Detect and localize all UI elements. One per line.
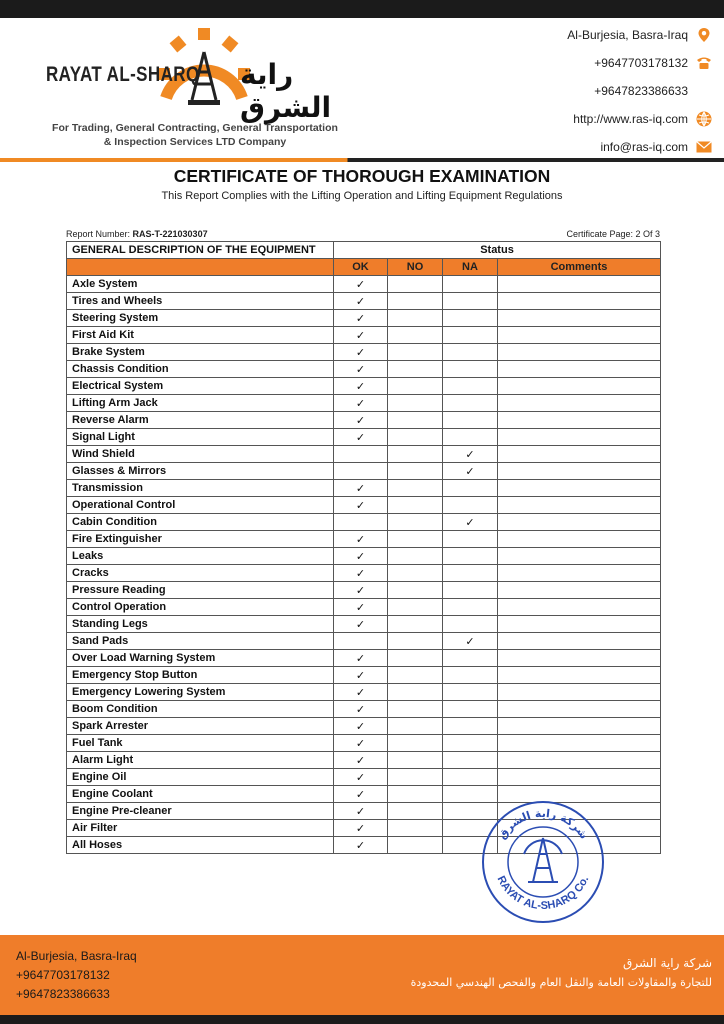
table-row: [67, 293, 661, 310]
status-header: Status: [334, 242, 661, 259]
footer-phone-2: +9647823386633: [16, 987, 110, 1001]
comments-cell: [498, 497, 661, 514]
equipment-item: Wind Shield: [67, 446, 334, 463]
comments-cell: [498, 395, 661, 412]
comments-cell: [498, 667, 661, 684]
equipment-item: Signal Light: [67, 429, 334, 446]
status-cell-ok: [334, 599, 388, 616]
status-cell-ok: [334, 361, 388, 378]
equipment-item: Over Load Warning System: [67, 650, 334, 667]
equipment-item: Brake System: [67, 344, 334, 361]
equipment-item: Reverse Alarm: [67, 412, 334, 429]
status-cell-no: [388, 633, 443, 650]
checkmark-icon: ✓: [355, 550, 366, 563]
status-cell-no: [388, 293, 443, 310]
status-cell-no: [388, 650, 443, 667]
status-cell-no: [388, 514, 443, 531]
status-cell-no: [388, 769, 443, 786]
company-logo: [40, 24, 350, 146]
status-cell-no: [388, 276, 443, 293]
examination-table: [66, 241, 661, 854]
status-cell-ok: [334, 582, 388, 599]
equipment-item: Engine Coolant: [67, 786, 334, 803]
status-cell-ok: [334, 565, 388, 582]
status-cell-ok: [334, 446, 388, 463]
top-bar: [0, 0, 724, 18]
comments-cell: [498, 276, 661, 293]
table-row: [67, 361, 661, 378]
phone-icon: [696, 55, 712, 71]
status-cell-na: [443, 463, 498, 480]
status-cell-ok: [334, 480, 388, 497]
comments-cell: [498, 480, 661, 497]
logo-tagline-line-1: For Trading, General Contracting, General Transportation: [52, 122, 338, 134]
certificate-title: CERTIFICATE OF THOROUGH EXAMINATION: [173, 166, 551, 186]
equipment-item: Cabin Condition: [67, 514, 334, 531]
equipment-item: Lifting Arm Jack: [67, 395, 334, 412]
contact-address: [452, 21, 712, 49]
checkmark-icon: ✓: [355, 431, 366, 444]
table-row: [67, 599, 661, 616]
equipment-item: Chassis Condition: [67, 361, 334, 378]
status-cell-ok: [334, 497, 388, 514]
certificate-subtitle: This Report Complies with the Lifting Operation and Lifting Equipment Regulations: [161, 190, 563, 202]
status-cell-no: [388, 786, 443, 803]
table-row: [67, 310, 661, 327]
status-cell-na: [443, 446, 498, 463]
comments-cell: [498, 633, 661, 650]
checkmark-icon: ✓: [355, 533, 366, 546]
table-row: [67, 412, 661, 429]
contact-phone-1-text: +9647703178132: [594, 56, 688, 70]
status-cell-ok: [334, 463, 388, 480]
table-row: [67, 565, 661, 582]
equipment-item: Glasses & Mirrors: [67, 463, 334, 480]
table-row: [67, 429, 661, 446]
status-cell-ok: [334, 803, 388, 820]
status-cell-na: [443, 327, 498, 344]
stamp-derrick-icon: [524, 838, 562, 882]
status-cell-na: [443, 344, 498, 361]
status-cell-no: [388, 701, 443, 718]
status-cell-no: [388, 684, 443, 701]
comments-cell: [498, 718, 661, 735]
status-cell-ok: [334, 531, 388, 548]
comments-cell: [498, 752, 661, 769]
equipment-item: Fuel Tank: [67, 735, 334, 752]
checkmark-icon: ✓: [355, 822, 366, 835]
status-cell-ok: [334, 837, 388, 854]
status-cell-ok: [334, 684, 388, 701]
contact-phone-2: [452, 77, 712, 105]
equipment-item: All Hoses: [67, 837, 334, 854]
equipment-item: First Aid Kit: [67, 327, 334, 344]
comments-cell: [498, 735, 661, 752]
status-cell-na: [443, 310, 498, 327]
status-cell-na: [443, 497, 498, 514]
table-row: [67, 514, 661, 531]
checkmark-icon: ✓: [355, 329, 366, 342]
equipment-item: Pressure Reading: [67, 582, 334, 599]
status-cell-no: [388, 735, 443, 752]
contact-list: [452, 21, 712, 161]
status-cell-na: [443, 599, 498, 616]
report-number: RAS-T-221030307: [132, 229, 208, 239]
checkmark-icon: ✓: [355, 686, 366, 699]
status-cell-no: [388, 667, 443, 684]
status-cell-no: [388, 548, 443, 565]
footer-arabic-company: [411, 953, 712, 993]
contact-phone-2-text: +9647823386633: [594, 84, 688, 98]
checkmark-icon: ✓: [355, 703, 366, 716]
comments-cell: [498, 650, 661, 667]
status-cell-no: [388, 837, 443, 854]
comments-cell: [498, 684, 661, 701]
status-cell-no: [388, 446, 443, 463]
equipment-item: Spark Arrester: [67, 718, 334, 735]
table-row: [67, 718, 661, 735]
table-row: [67, 531, 661, 548]
status-cell-na: [443, 582, 498, 599]
equipment-item: Control Operation: [67, 599, 334, 616]
table-row: [67, 667, 661, 684]
comments-cell: [498, 429, 661, 446]
table-row: [67, 463, 661, 480]
checkmark-icon: ✓: [355, 652, 366, 665]
equipment-item: Emergency Stop Button: [67, 667, 334, 684]
table-row: [67, 446, 661, 463]
equipment-item: Fire Extinguisher: [67, 531, 334, 548]
status-cell-na: [443, 701, 498, 718]
status-cell-na: [443, 480, 498, 497]
header-divider: [0, 158, 724, 162]
footer-arabic-line-2: للتجارة والمقاولات العامة والنقل العام والفحص الهندسي المحدودة: [410, 976, 712, 989]
status-cell-na: [443, 531, 498, 548]
equipment-item: Alarm Light: [67, 752, 334, 769]
column-header-no: NO: [388, 259, 443, 276]
status-cell-ok: [334, 769, 388, 786]
location-pin-icon: [696, 27, 712, 43]
report-meta: [66, 229, 660, 239]
comments-cell: [498, 769, 661, 786]
equipment-item: Sand Pads: [67, 633, 334, 650]
status-cell-ok: [334, 276, 388, 293]
comments-cell: [498, 616, 661, 633]
table-row: [67, 378, 661, 395]
checkmark-icon: ✓: [465, 516, 475, 529]
equipment-item: Cracks: [67, 565, 334, 582]
footer-phone-1: +9647703178132: [16, 968, 110, 982]
status-cell-no: [388, 565, 443, 582]
comments-cell: [498, 310, 661, 327]
status-cell-na: [443, 514, 498, 531]
checkmark-icon: ✓: [355, 669, 366, 682]
svg-text:RAYAT AL-SHARQ Co.: [495, 874, 592, 912]
status-cell-no: [388, 497, 443, 514]
bottom-bar: [0, 1015, 724, 1024]
status-cell-no: [388, 361, 443, 378]
status-cell-na: [443, 769, 498, 786]
checkmark-icon: ✓: [355, 499, 366, 512]
checkmark-icon: ✓: [355, 618, 366, 631]
checkmark-icon: ✓: [355, 278, 366, 291]
status-cell-no: [388, 820, 443, 837]
contact-website-text[interactable]: http://www.ras-iq.com: [573, 112, 688, 126]
status-cell-no: [388, 531, 443, 548]
table-row: [67, 548, 661, 565]
status-cell-na: [443, 429, 498, 446]
checkmark-icon: ✓: [355, 601, 366, 614]
equipment-item: Air Filter: [67, 820, 334, 837]
status-cell-no: [388, 310, 443, 327]
table-row: [67, 633, 661, 650]
table-row: [67, 497, 661, 514]
comments-cell: [498, 378, 661, 395]
status-cell-ok: [334, 820, 388, 837]
checkmark-icon: ✓: [355, 312, 366, 325]
status-cell-no: [388, 395, 443, 412]
report-number-label: Report Number:: [66, 229, 133, 239]
checkmark-icon: ✓: [355, 380, 366, 393]
status-cell-ok: [334, 293, 388, 310]
equipment-item: Tires and Wheels: [67, 293, 334, 310]
certificate-page-number: Certificate Page: 2 Of 3: [566, 229, 660, 239]
status-cell-na: [443, 565, 498, 582]
orange-header-blank: [67, 259, 334, 276]
contact-address-text: Al-Burjesia, Basra-Iraq: [567, 28, 688, 42]
checkmark-icon: ✓: [355, 771, 366, 784]
table-row: [67, 344, 661, 361]
examination-table-body: [67, 276, 661, 854]
page-footer: [0, 935, 724, 1015]
table-row: [67, 752, 661, 769]
status-cell-no: [388, 344, 443, 361]
checkmark-icon: ✓: [355, 839, 366, 852]
comments-cell: [498, 412, 661, 429]
contact-email-text[interactable]: info@ras-iq.com: [600, 140, 688, 154]
status-cell-no: [388, 412, 443, 429]
checkmark-icon: ✓: [355, 414, 366, 427]
table-row: [67, 327, 661, 344]
status-cell-no: [388, 327, 443, 344]
status-cell-ok: [334, 514, 388, 531]
status-cell-na: [443, 650, 498, 667]
checkmark-icon: ✓: [355, 788, 366, 801]
column-header-comments: Comments: [498, 259, 661, 276]
contact-email: [452, 133, 712, 161]
logo-tagline: [40, 121, 350, 149]
checkmark-icon: ✓: [355, 397, 366, 410]
table-row: [67, 701, 661, 718]
status-cell-ok: [334, 667, 388, 684]
checkmark-icon: ✓: [355, 482, 366, 495]
status-cell-no: [388, 718, 443, 735]
table-row: [67, 582, 661, 599]
status-cell-na: [443, 718, 498, 735]
status-cell-no: [388, 463, 443, 480]
status-cell-na: [443, 633, 498, 650]
status-cell-ok: [334, 786, 388, 803]
status-cell-ok: [334, 633, 388, 650]
table-row: [67, 480, 661, 497]
status-cell-no: [388, 616, 443, 633]
checkmark-icon: ✓: [465, 448, 475, 461]
checkmark-icon: ✓: [355, 720, 366, 733]
column-header-na: NA: [443, 259, 498, 276]
status-cell-ok: [334, 616, 388, 633]
status-cell-ok: [334, 548, 388, 565]
status-cell-na: [443, 684, 498, 701]
comments-cell: [498, 514, 661, 531]
table-row: [67, 276, 661, 293]
status-cell-ok: [334, 395, 388, 412]
logo-tagline-line-2: & Inspection Services LTD Company: [103, 136, 287, 148]
status-cell-no: [388, 752, 443, 769]
status-cell-ok: [334, 412, 388, 429]
status-cell-ok: [334, 735, 388, 752]
comments-cell: [498, 361, 661, 378]
equipment-item: Transmission: [67, 480, 334, 497]
company-stamp: [480, 798, 606, 926]
equipment-item: Steering System: [67, 310, 334, 327]
status-cell-no: [388, 378, 443, 395]
equipment-description-header: GENERAL DESCRIPTION OF THE EQUIPMENT: [67, 242, 334, 259]
footer-address: Al-Burjesia, Basra-Iraq: [16, 949, 137, 963]
comments-cell: [498, 327, 661, 344]
equipment-item: Leaks: [67, 548, 334, 565]
status-cell-ok: [334, 378, 388, 395]
status-cell-ok: [334, 310, 388, 327]
status-cell-ok: [334, 429, 388, 446]
comments-cell: [498, 463, 661, 480]
status-cell-na: [443, 735, 498, 752]
checkmark-icon: ✓: [355, 363, 366, 376]
globe-icon: [696, 111, 712, 127]
status-cell-na: [443, 293, 498, 310]
status-cell-na: [443, 412, 498, 429]
equipment-item: Boom Condition: [67, 701, 334, 718]
status-cell-na: [443, 616, 498, 633]
checkmark-icon: ✓: [355, 737, 366, 750]
status-cell-no: [388, 599, 443, 616]
table-row: [67, 395, 661, 412]
comments-cell: [498, 548, 661, 565]
checkmark-icon: ✓: [355, 567, 366, 580]
status-cell-no: [388, 582, 443, 599]
status-cell-ok: [334, 701, 388, 718]
equipment-item: Operational Control: [67, 497, 334, 514]
equipment-item: Standing Legs: [67, 616, 334, 633]
checkmark-icon: ✓: [465, 465, 475, 478]
status-cell-ok: [334, 327, 388, 344]
comments-cell: [498, 293, 661, 310]
report-number-line: [66, 229, 208, 239]
status-cell-na: [443, 378, 498, 395]
table-row: [67, 650, 661, 667]
status-cell-na: [443, 752, 498, 769]
table-row: [67, 616, 661, 633]
comments-cell: [498, 446, 661, 463]
status-cell-ok: [334, 752, 388, 769]
status-cell-ok: [334, 344, 388, 361]
checkmark-icon: ✓: [355, 805, 366, 818]
equipment-item: Electrical System: [67, 378, 334, 395]
checkmark-icon: ✓: [465, 635, 475, 648]
comments-cell: [498, 565, 661, 582]
equipment-item: Engine Pre-cleaner: [67, 803, 334, 820]
logo-text-english: RAYAT AL-SHARQ: [46, 62, 200, 86]
comments-cell: [498, 701, 661, 718]
column-header-ok: OK: [334, 259, 388, 276]
status-cell-no: [388, 429, 443, 446]
table-row: [67, 684, 661, 701]
comments-cell: [498, 582, 661, 599]
status-cell-ok: [334, 718, 388, 735]
comments-cell: [498, 599, 661, 616]
equipment-item: Axle System: [67, 276, 334, 293]
status-cell-na: [443, 395, 498, 412]
status-cell-ok: [334, 650, 388, 667]
contact-phone-1: [452, 49, 712, 77]
comments-cell: [498, 344, 661, 361]
equipment-item: Emergency Lowering System: [67, 684, 334, 701]
contact-website: [452, 105, 712, 133]
table-row: [67, 735, 661, 752]
status-cell-na: [443, 361, 498, 378]
status-cell-na: [443, 276, 498, 293]
status-cell-no: [388, 803, 443, 820]
stamp-text-arabic: شركة راية الشرق: [495, 806, 591, 842]
status-cell-na: [443, 667, 498, 684]
stamp-text-english: RAYAT AL-SHARQ Co.: [494, 874, 592, 913]
checkmark-icon: ✓: [355, 584, 366, 597]
envelope-icon: [696, 139, 712, 155]
logo-text-arabic: راية الشرق: [240, 58, 332, 124]
table-row: [67, 769, 661, 786]
equipment-item: Engine Oil: [67, 769, 334, 786]
checkmark-icon: ✓: [355, 295, 366, 308]
checkmark-icon: ✓: [355, 754, 366, 767]
status-cell-na: [443, 548, 498, 565]
status-cell-no: [388, 480, 443, 497]
footer-contacts: [16, 947, 137, 1004]
checkmark-icon: ✓: [355, 346, 366, 359]
comments-cell: [498, 531, 661, 548]
footer-arabic-line-1: شركة راية الشرق: [623, 956, 712, 970]
